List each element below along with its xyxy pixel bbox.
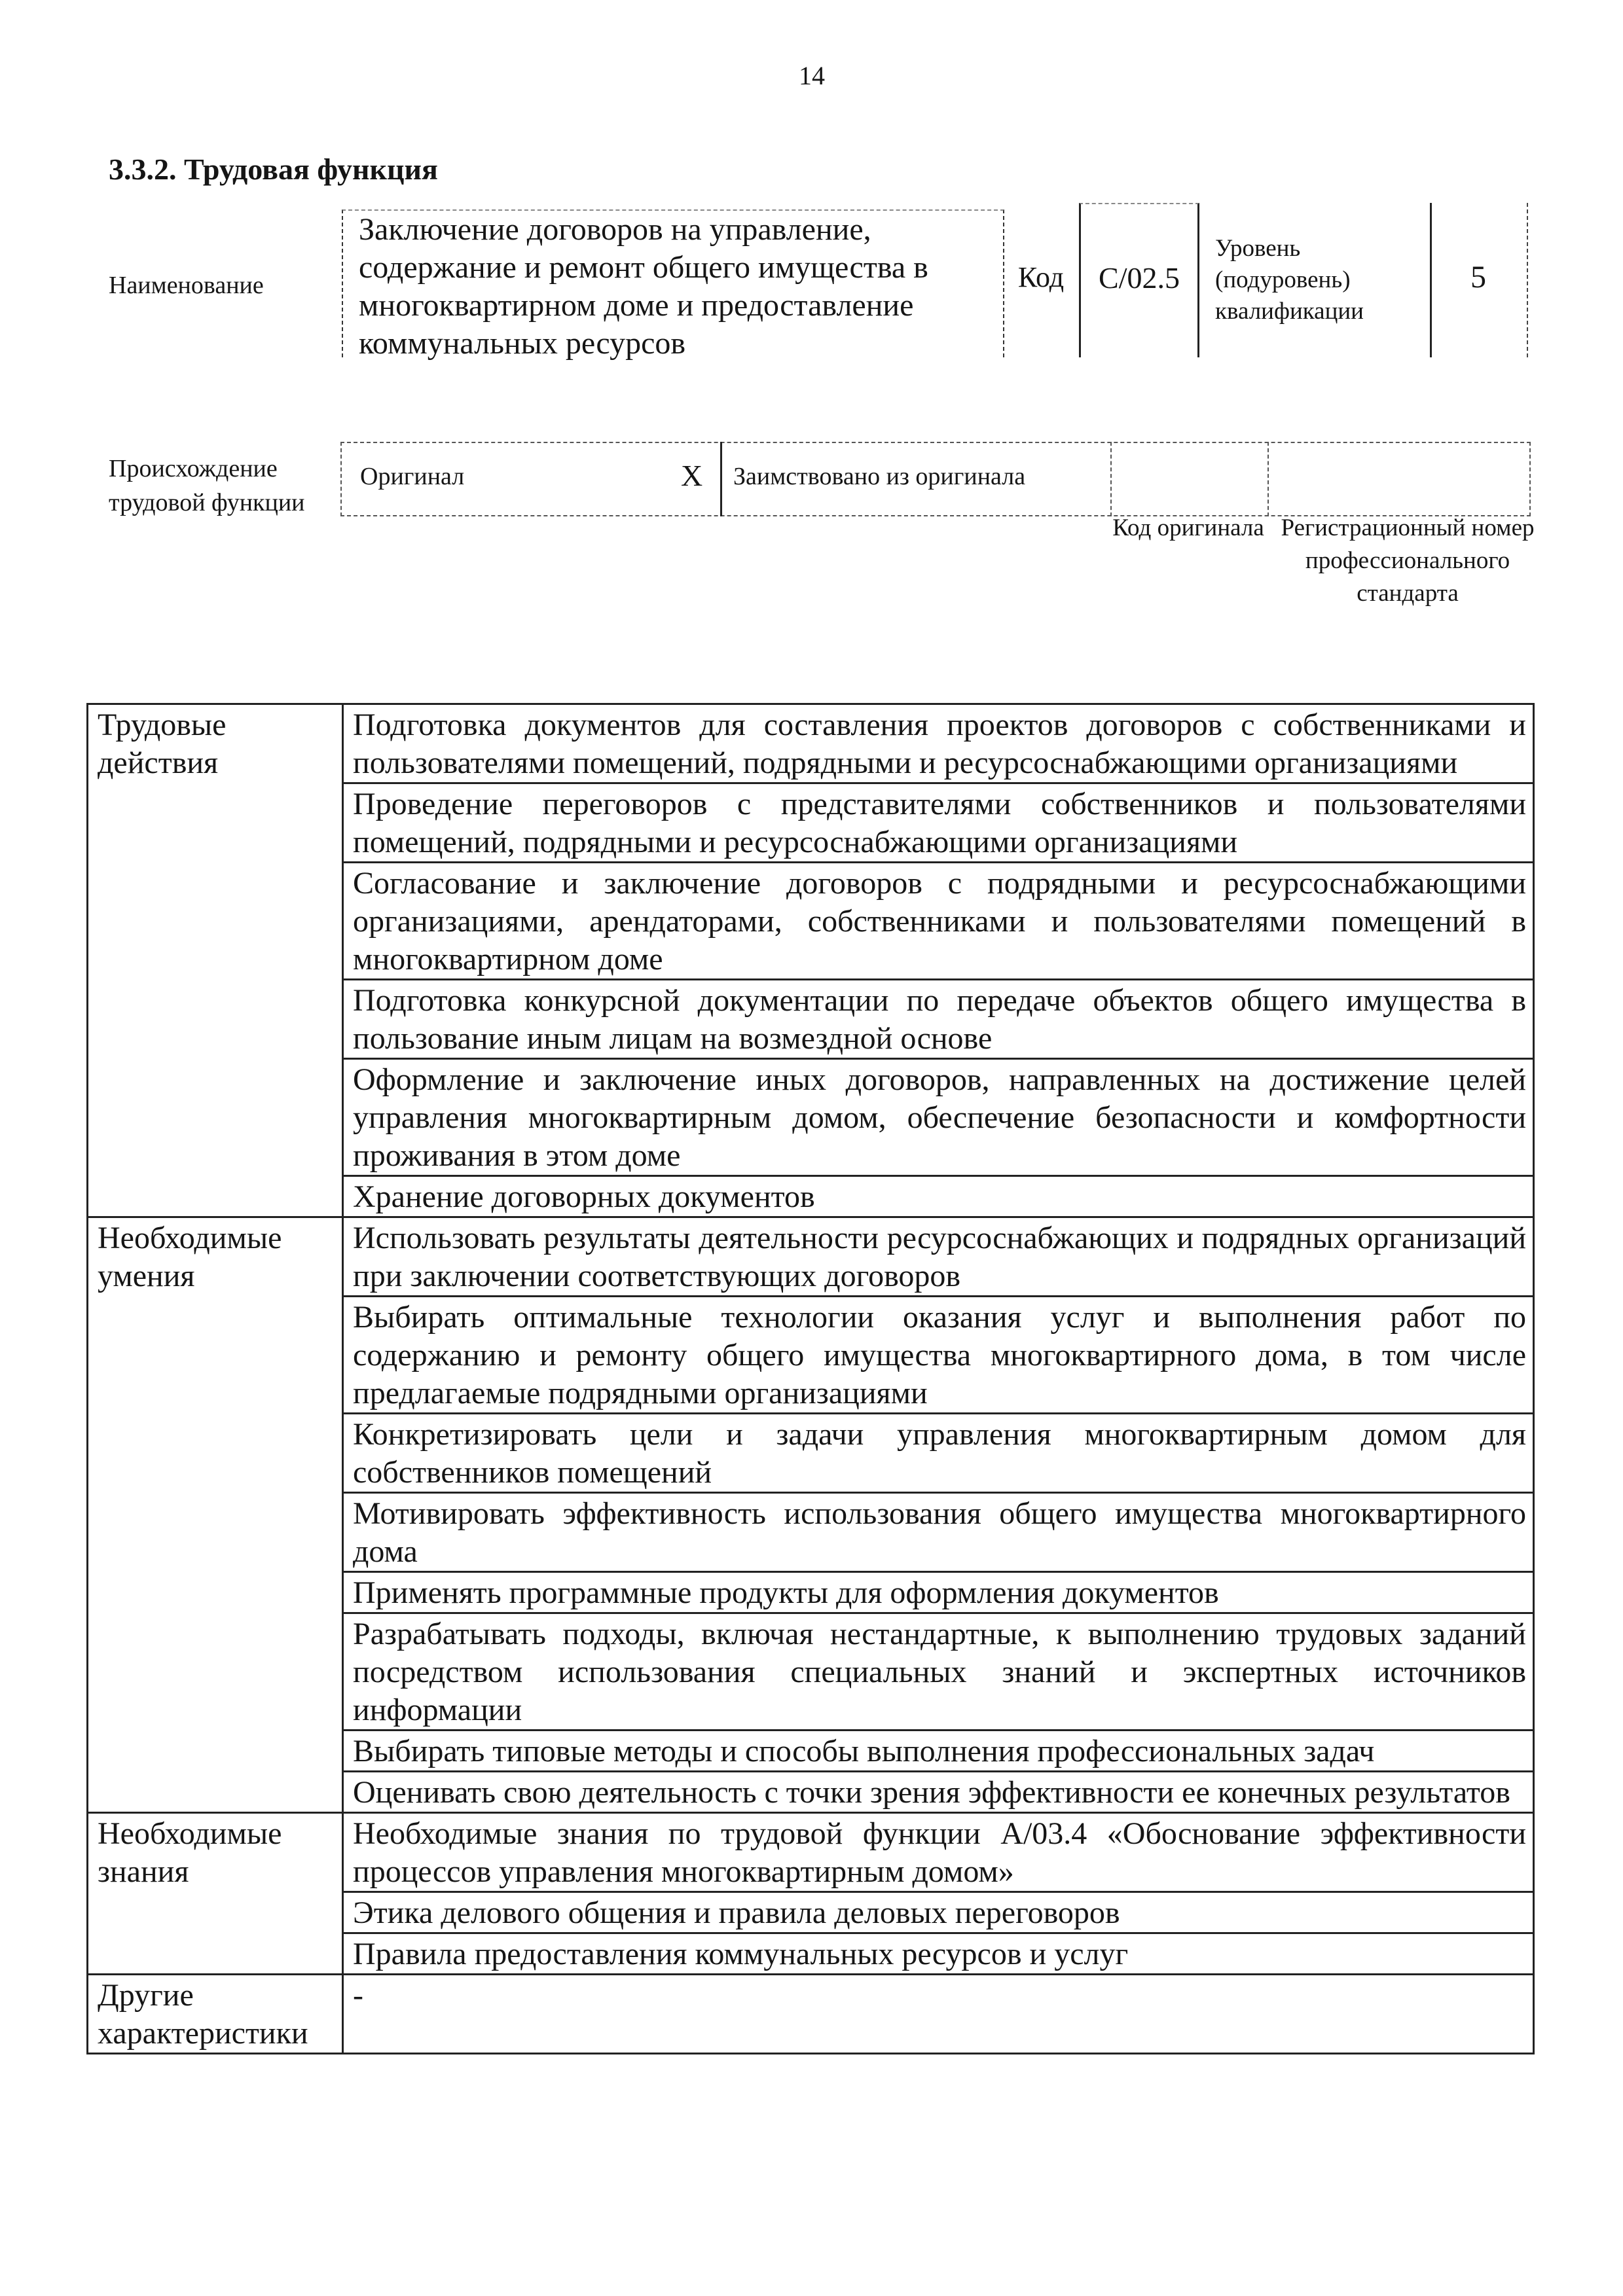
labor-actions-title: Трудовые действия <box>88 704 343 1217</box>
table-row <box>88 1217 1534 1297</box>
other-title: Другие характеристики <box>88 1975 343 2054</box>
origin-original: Оригинал <box>360 463 465 490</box>
caption-reg-number: Регистрационный номер профессионального стандарта <box>1281 514 1535 607</box>
origin-borrowed: Заимствовано из оригинала <box>733 463 1026 490</box>
knowledge-item: Необходимые знания по трудовой функции А/03.4 «Обоснование эффективности процессов управления многоквартирным домом» <box>343 1813 1534 1892</box>
knowledge-item: Правила предоставления коммунальных ресурсов и услуг <box>343 1933 1534 1975</box>
skill-item: Разрабатывать подходы, включая нестандартные, к выполнению трудовых заданий посредством использования специальных знаний и экспертных источников информации <box>343 1613 1534 1731</box>
level-value: 5 <box>1470 260 1486 295</box>
skill-item: Выбирать оптимальные технологии оказания услуг и выполнения работ по содержанию и ремонту общего имущества многоквартирного дома, в том числе предлагаемые подрядными организациями <box>343 1297 1534 1414</box>
caption-original-code: Код оригинала <box>1112 514 1264 541</box>
labor-action-item: Согласование и заключение договоров с подрядными и ресурсоснабжающими организациями, арендаторами, собственниками и пользователями помещений в многоквартирном доме <box>343 863 1534 980</box>
page-number: 14 <box>799 61 825 90</box>
knowledge-title: Необходимые знания <box>88 1813 343 1975</box>
table-row <box>88 1975 1534 2054</box>
origin-divider <box>720 442 722 516</box>
code-value: С/02.5 <box>1099 261 1180 295</box>
table-row <box>88 704 1534 783</box>
skills-title: Необходимые умения <box>88 1217 343 1813</box>
knowledge-item: Этика делового общения и правила деловых переговоров <box>343 1892 1534 1933</box>
skill-item: Конкретизировать цели и задачи управления многоквартирным домом для собственников помещений <box>343 1414 1534 1493</box>
skill-item: Выбирать типовые методы и способы выполнения профессиональных задач <box>343 1731 1534 1772</box>
labor-action-item: Подготовка конкурсной документации по передаче объектов общего имущества в пользование иным лицам на возмездной основе <box>343 980 1534 1059</box>
origin-divider <box>1267 442 1269 516</box>
origin-divider <box>1110 442 1112 516</box>
skill-item: Мотивировать эффективность использования общего имущества многоквартирного дома <box>343 1493 1534 1572</box>
skill-item: Оценивать свою деятельность с точки зрения эффективности ее конечных результатов <box>343 1772 1534 1813</box>
skill-item: Использовать результаты деятельности ресурсоснабжающих и подрядных организаций при заключении соответствующих договоров <box>343 1217 1534 1297</box>
table-row <box>88 1813 1534 1892</box>
origin-mark: X <box>681 459 703 492</box>
labor-action-item: Оформление и заключение иных договоров, направленных на достижение целей управления многоквартирным домом, обеспечение безопасности и комфортности проживания в этом доме <box>343 1059 1534 1176</box>
function-table <box>86 703 1535 2054</box>
section-title: 3.3.2. Трудовая функция <box>109 152 438 186</box>
skill-item: Применять программные продукты для оформления документов <box>343 1572 1534 1613</box>
labor-action-item: Проведение переговоров с представителями собственников и пользователями помещений, подрядными и ресурсоснабжающими организациями <box>343 783 1534 863</box>
origin-label: Происхождение трудовой функции <box>109 455 305 516</box>
other-value: - <box>343 1975 1534 2054</box>
function-name: Заключение договоров на управление, содержание и ремонт общего имущества в многоквартирном доме и предоставление коммунальных ресурсов <box>359 212 928 361</box>
level-label: Уровень (подуровень) квалификации <box>1215 235 1364 325</box>
code-label: Код <box>1017 261 1065 293</box>
labor-action-item: Хранение договорных документов <box>343 1176 1534 1217</box>
labor-action-item: Подготовка документов для составления проектов договоров с собственниками и пользователями помещений, подрядными и ресурсоснабжающими организациями <box>343 704 1534 783</box>
name-label: Наименование <box>109 272 264 299</box>
